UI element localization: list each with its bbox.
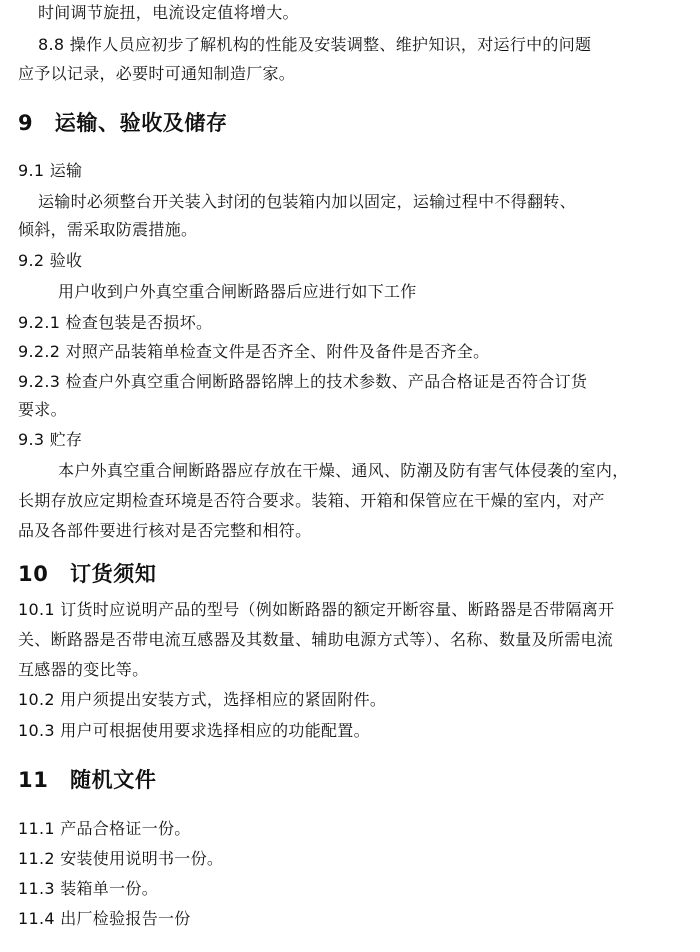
continuation-line: 时间调节旋扭，电流设定值将增大。 xyxy=(38,3,299,22)
clause-9-2-intro: 用户收到户外真空重合闸断路器后应进行如下工作 xyxy=(58,282,417,301)
clause-10-1-line-1: 10.1 订货时应说明产品的型号（例如断路器的额定开断容量、断路器是否带隔离开 xyxy=(18,600,615,619)
clause-11-3: 11.3 装箱单一份。 xyxy=(18,879,159,898)
clause-10-3: 10.3 用户可根据使用要求选择相应的功能配置。 xyxy=(18,721,370,740)
clause-10-1-line-3: 互感器的变比等。 xyxy=(18,660,149,679)
clause-9-2-title: 9.2 验收 xyxy=(18,251,83,270)
clause-10-2: 10.2 用户须提出安装方式，选择相应的紧固附件。 xyxy=(18,690,387,709)
clause-9-1-body-line-1: 运输时必须整台开关装入封闭的包装箱内加以固定，运输过程中不得翻转、 xyxy=(38,192,576,211)
section-11-heading: 11 随机文件 xyxy=(18,768,157,792)
clause-11-4: 11.4 出厂检验报告一份 xyxy=(18,909,191,928)
clause-11-1: 11.1 产品合格证一份。 xyxy=(18,819,191,838)
clause-9-3-body-line-1: 本户外真空重合闸断路器应存放在干燥、通风、防潮及防有害气体侵袭的室内， xyxy=(58,461,629,480)
clause-9-1-body-line-2: 倾斜，需采取防震措施。 xyxy=(18,220,198,239)
clause-9-2-1: 9.2.1 检查包装是否损坏。 xyxy=(18,313,213,332)
clause-9-3-body-line-3: 品及各部件要进行核对是否完整和相符。 xyxy=(18,521,312,540)
clause-9-2-2: 9.2.2 对照产品装箱单检查文件是否齐全、附件及备件是否齐全。 xyxy=(18,342,490,361)
section-10-heading: 10 订货须知 xyxy=(18,562,157,586)
clause-8-8-line-2: 应予以记录，必要时可通知制造厂家。 xyxy=(18,64,296,83)
clause-9-1-title: 9.1 运输 xyxy=(18,161,83,180)
clause-9-3-body-line-2: 长期存放应定期检查环境是否符合要求。装箱、开箱和保管应在干燥的室内，对产 xyxy=(18,491,605,510)
clause-11-2: 11.2 安装使用说明书一份。 xyxy=(18,849,224,868)
clause-9-3-title: 9.3 贮存 xyxy=(18,430,83,449)
clause-10-1-line-2: 关、断路器是否带电流互感器及其数量、辅助电源方式等）、名称、数量及所需电流 xyxy=(18,630,614,649)
clause-9-2-3-line-1: 9.2.3 检查户外真空重合闸断路器铭牌上的技术参数、产品合格证是否符合订货 xyxy=(18,372,588,391)
section-9-heading: 9 运输、验收及储存 xyxy=(18,111,228,135)
clause-9-2-3-line-2: 要求。 xyxy=(18,400,67,419)
clause-8-8-line-1: 8.8 操作人员应初步了解机构的性能及安装调整、维护知识，对运行中的问题 xyxy=(38,35,592,54)
